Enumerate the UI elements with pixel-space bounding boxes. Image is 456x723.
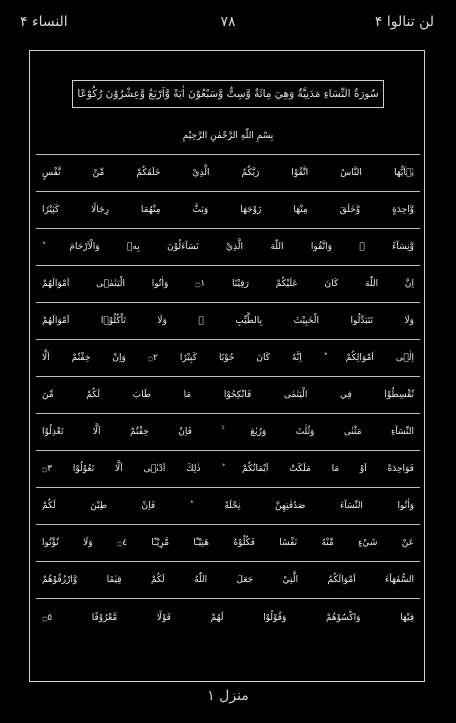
text-line	[36, 155, 420, 192]
text-line	[36, 488, 420, 525]
text-line	[36, 303, 420, 340]
text-line-content: وَاٰتُوا النِّسَآءَ صَدُقٰتِهِنَّ نِحْلَةً ؕ فَاِنْ طِبْنَ لَكُمْ	[42, 501, 414, 511]
text-line	[36, 562, 420, 599]
text-line	[36, 192, 420, 229]
surah-name: النساء ۴	[20, 14, 68, 30]
manzil-footer: منزل ۱	[207, 688, 249, 704]
text-line-content: وَلَا تَتَبَدَّلُوا الْخَبِيْثَ بِالطَّيِّبِ ۪ وَلَا تَاْكُلُوْۤا اَمْوَالَهُمْ	[42, 316, 414, 326]
text-line-content: يٰۤاَيُّهَا النَّاسُ اتَّقُوْا رَبَّكُمُ الَّذِيْ خَلَقَكُمْ مِّنْ نَّفْسٍ	[42, 168, 414, 178]
text-line-content: فِيْهَا وَاكْسُوْهُمْ وَقُوْلُوْا لَهُمْ قَوْلًا مَّعْرُوْفًا ۝٥	[42, 612, 414, 623]
text-line	[36, 266, 420, 303]
bismillah: بِسْمِ اللّٰهِ الرَّحْمٰنِ الرَّحِيْمِ	[182, 131, 274, 141]
text-line-content: فَوَاحِدَةً اَوْ مَا مَلَكَتْ اَيْمَانُكُمْ ؕ ذٰلِكَ اَدْنٰۤى اَلَّا تَعُوْلُوْا ۝٣	[42, 464, 414, 474]
text-line-content: اِلٰۤى اَمْوَالِكُمْ ؕ اِنَّهٗ كَانَ حُوْبًا كَبِيْرًا ۝٢ وَاِنْ خِفْتُمْ اَلَّا	[42, 353, 414, 363]
text-line	[36, 377, 420, 414]
text-line-content: اِنَّ اللّٰهَ كَانَ عَلَيْكُمْ رَقِيْبًا ۝١ وَاٰتُوا الْيَتٰمٰۤى اَمْوَالَهُمْ	[42, 279, 415, 289]
page-number: ۷۸	[220, 14, 236, 30]
text-line	[36, 414, 420, 451]
text-line	[36, 451, 420, 488]
surah-title: سُورَةُ النِّسَاءِ مَدَنِيَّةٌ وَهِيَ مِائَةٌ وَّسِتٌّ وَّسَبْعُوْنَ اٰيَةً وَّاَرْبَعٌ وَّعِشْرُوْنَ رُكُوْعًا	[77, 88, 379, 100]
text-line-content: النِّسَآءِ مَثْنٰى وَثُلٰثَ وَرُبٰعَ ۚ فَاِنْ خِفْتُمْ اَلَّا تَعْدِلُوْا	[42, 427, 414, 437]
page-header	[0, 14, 456, 38]
text-line	[36, 599, 420, 636]
text-line-content: وَّنِسَآءً ۚ وَاتَّقُوا اللّٰهَ الَّذِيْ تَسَآءَلُوْنَ بِهٖ وَالْاَرْحَامَ ؕ	[42, 242, 414, 252]
text-line	[36, 525, 420, 562]
text-line-content: عَنْ شَيْءٍ مِّنْهُ نَفْسًا فَكُلُوْهُ هَنِيْٓـًٔا مَّرِيْٓـًٔا ۝٤ وَلَا تُؤْتُوا	[42, 538, 414, 548]
text-line	[36, 340, 420, 377]
surah-title-box	[72, 80, 384, 108]
text-line-content: تُقْسِطُوْا فِي الْيَتٰمٰى فَانْكِحُوْا مَا طَابَ لَكُمْ مِّنَ	[42, 390, 414, 400]
text-line-content: وَّاحِدَةٍ وَّخَلَقَ مِنْهَا زَوْجَهَا وَبَثَّ مِنْهُمَا رِجَالًا كَثِيْرًا	[42, 205, 414, 215]
juz-name: لن تنالوا ۴	[374, 14, 434, 30]
text-line-content: السُّفَهَآءَ اَمْوَالَكُمُ الَّتِيْ جَعَلَ اللّٰهُ لَكُمْ قِيٰمًا وَّارْزُقُوْهُمْ	[42, 575, 414, 585]
text-line-bismillah	[36, 118, 420, 155]
text-line	[36, 229, 420, 266]
